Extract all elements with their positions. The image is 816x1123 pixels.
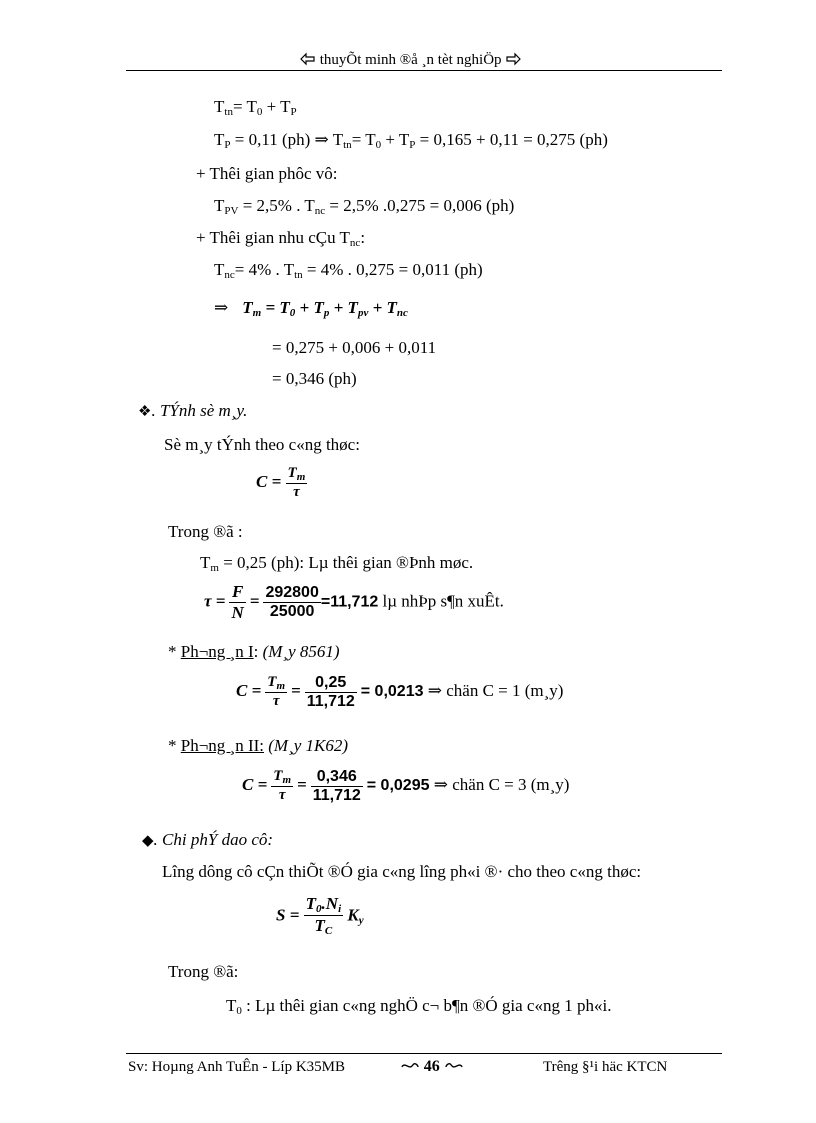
where-label: Trong ®ã : xyxy=(168,522,243,541)
footer-student: Sv: Hoµng Anh TuÊn - Líp K35MB xyxy=(128,1059,346,1075)
tm-definition: $T_m = 0,25$ (ph): Lµ thêi gian ®Þnh møc. xyxy=(200,553,474,574)
formula-s: S = $\frac{T_0.N_i}{T_C}$ $K_y$ xyxy=(276,894,364,938)
hand-pointing-right-icon xyxy=(505,52,521,66)
footer-school: Trêng §¹i häc KTCN xyxy=(543,1059,668,1075)
eq-tm-sum: ⇒ $T_m = T_0 + T_p + T_{pv} + T_{nc}$ xyxy=(214,298,408,319)
formula-option-2: C = $\frac{T_m}{\tau}$ = $\frac{0,346}{11,712}$ = 0,0295 ⇒ chän C = 3 (m¸y) xyxy=(242,768,570,804)
t0-definition: $T_0$ : Lµ thêi gian c«ng nghÖ c¬ b¶n ®Ó gia c«ng 1 ph«i. xyxy=(226,996,612,1017)
section-tool-cost xyxy=(142,830,273,850)
header-rule xyxy=(126,70,722,71)
section-title: . TÝnh sè m¸y. xyxy=(151,401,248,420)
section-title: . Chi phÝ dao cô: xyxy=(153,830,274,849)
formula-tau: τ = $\frac{F}{N}$ = $\frac{292800}{25000}$ =11,712 lµ nhÞp s¶n xuÊt. xyxy=(204,582,504,622)
service-time-heading: + Thêi gian phôc vô: xyxy=(196,164,338,183)
eq-tnc-value: $T_{nc}= 4\%$ . $T_{tn} = 4\%$ . 0,275 = 0,011 (ph) xyxy=(214,260,483,281)
diamond-bullet-icon: ❖ xyxy=(138,404,152,420)
header-title: thuyÕt minh ®å ¸n tèt nghiÖp xyxy=(319,52,502,68)
diamond-bullet-icon: ◆ xyxy=(142,833,154,849)
formula-c-general: C = $\frac{T_m}{\tau}$ xyxy=(256,465,306,501)
page-header xyxy=(300,52,521,69)
footer-rule xyxy=(126,1053,722,1054)
eq-tpv-value: $T_{PV} = 2,5\%$ . $T_{nc} = 2,5\%$ .0,275 = 0,006 (ph) xyxy=(214,196,515,217)
where-label-2: Trong ®ã: xyxy=(168,962,239,981)
section-machine-count xyxy=(138,401,247,421)
eq-tm-result: = 0,346 (ph) xyxy=(272,369,357,388)
ornament-right-icon xyxy=(444,1059,464,1073)
eq-tm-sum-values: = 0,275 + 0,006 + 0,011 xyxy=(272,338,437,357)
need-time-heading: + Thêi gian nhu cÇu $T_{nc}$: xyxy=(196,228,366,249)
formula-option-1: C = $\frac{T_m}{\tau}$ = $\frac{0,25}{11,712}$ = 0,0213 ⇒ chän C = 1 (m¸y) xyxy=(236,674,564,710)
ornament-left-icon xyxy=(400,1059,420,1073)
eq-tp-value: $T_P = 0,11$ (ph) ⇒ $T_{tn}= T_0 + T_P = 0,165 + 0,11 = 0,275$ (ph) xyxy=(214,130,608,151)
footer-page xyxy=(400,1058,464,1076)
option-2-heading: * Ph¬ng ¸n II: (M¸y 1K62) xyxy=(168,736,349,755)
page-number: 46 xyxy=(423,1058,440,1075)
option-1-heading: * Ph¬ng ¸n I: (M¸y 8561) xyxy=(168,642,340,661)
implies-arrow: ⇒ xyxy=(214,298,229,317)
tool-cost-intro: Lîng dông cô cÇn thiÕt ®Ó gia c«ng lîng ph«i ®· cho theo c«ng thøc: xyxy=(162,862,642,881)
machine-count-intro: Sè m¸y tÝnh theo c«ng thøc: xyxy=(164,435,360,454)
hand-pointing-left-icon xyxy=(300,52,316,66)
eq-ttn-def: $T_{tn}= T_0 + T_P$ xyxy=(214,97,297,118)
